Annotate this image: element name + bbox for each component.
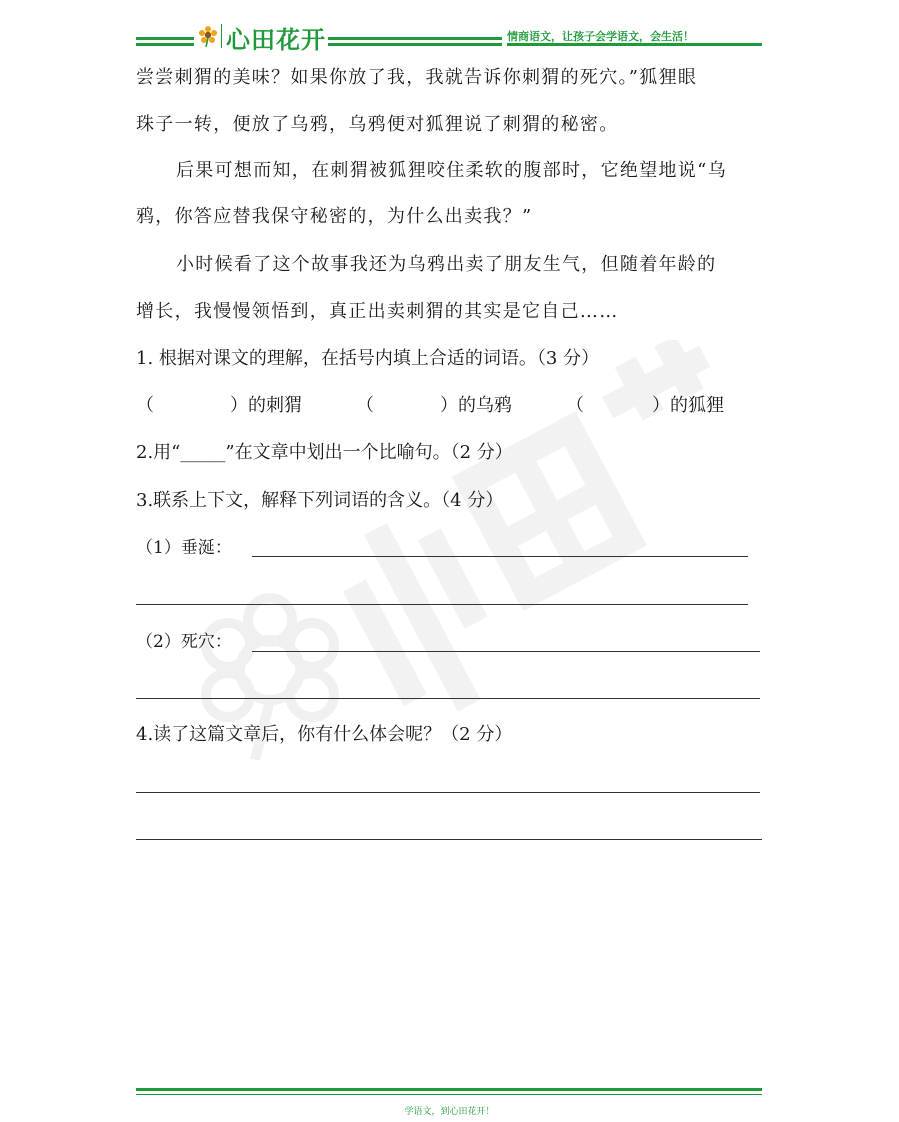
story-line-2: 珠子一转，便放了乌鸦，乌鸦便对狐狸说了刺猬的秘密。 [136,114,619,135]
footer-text: 学语文，到心田花开！ [404,1107,495,1117]
page-header [0,0,899,60]
blank-open-1: （ [136,395,154,416]
blank-label-fox: ）的狐狸 [652,395,724,416]
story-line-4: 鸦，你答应替我保守秘密的，为什么出卖我？” [136,206,533,227]
header-rule-left-bottom [136,43,194,46]
header-slogan: 情商语文，让孩子会学语文，会生活！ [507,30,694,43]
answer-line-3-1b[interactable] [136,604,748,605]
header-rule-right-top [507,43,762,46]
answer-line-4a[interactable] [136,792,760,793]
header-divider [221,24,222,48]
story-line-5: 小时候看了这个故事我还为乌鸦出卖了朋友生气，但随着年龄的 [176,254,717,275]
logo-text: 心田花开 [226,26,326,54]
header-rule-left-top [136,37,194,40]
question-2: 2.用“_____”在文章中划出一个比喻句。（2 分） [136,442,513,463]
answer-line-4b[interactable] [136,839,762,840]
blank-label-crow: ）的乌鸦 [440,395,512,416]
blank-open-3: （ [566,395,584,416]
question-1: 1. 根据对课文的理解，在括号内填上合适的词语。（3 分） [136,348,600,369]
story-line-1: 尝尝刺猬的美味？如果你放了我，我就告诉你刺猬的死穴。”狐狸眼 [136,67,698,88]
sunflower-icon [196,24,220,48]
question-4: 4.读了这篇文章后，你有什么体会呢？（2 分） [136,724,513,745]
blank-open-2: （ [356,395,374,416]
question-3-item-2: （2）死穴： [136,632,232,652]
answer-line-3-2b[interactable] [136,698,760,699]
answer-line-3-1a[interactable] [252,556,748,557]
story-line-6: 增长，我慢慢领悟到，真正出卖刺猬的其实是它自己…… [136,301,619,322]
answer-line-3-2a[interactable] [252,651,760,652]
header-rule-mid-top [328,37,502,40]
footer-rule-top [136,1088,762,1091]
question-3: 3.联系上下文，解释下列词语的含义。（4 分） [136,490,504,511]
header-rule-mid-bottom [328,43,502,46]
question-3-item-1: （1）垂涎： [136,538,232,558]
footer-rule-bottom [136,1094,762,1095]
story-line-3: 后果可想而知，在刺猬被狐狸咬住柔软的腹部时，它绝望地说“乌 [176,160,727,181]
blank-label-hedgehog: ）的刺猬 [230,395,302,416]
